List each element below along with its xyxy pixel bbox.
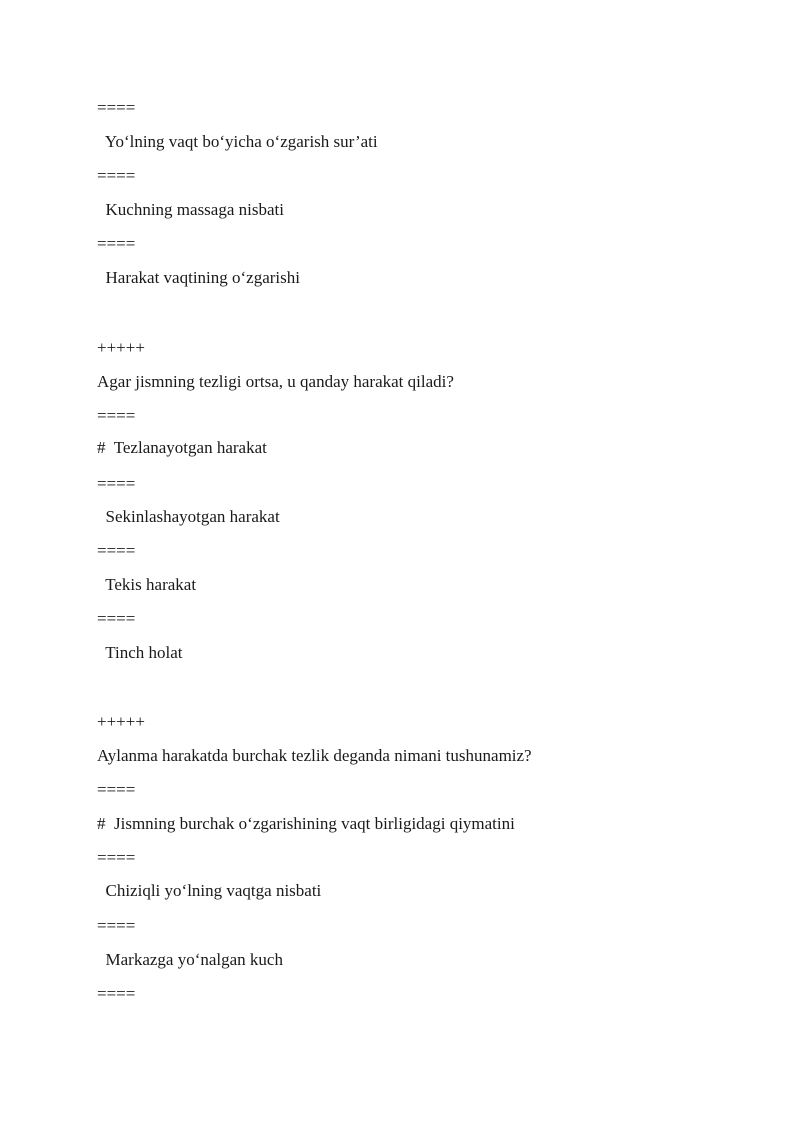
answer-option: Tinch holat	[97, 643, 183, 662]
answer-option: Kuchning massaga nisbati	[97, 200, 284, 219]
answer-option: Markazga yo‘nalgan kuch	[97, 950, 283, 969]
question-marker: +++++	[97, 712, 145, 731]
answer-option: Chiziqli yo‘lning vaqtga nisbati	[97, 881, 322, 900]
answer-option: Tekis harakat	[97, 575, 197, 594]
separator: ====	[97, 98, 136, 117]
question-marker: +++++	[97, 338, 145, 357]
separator: ====	[97, 916, 136, 935]
answer-option: Yo‘lning vaqt bo‘yicha o‘zgarish sur’ati	[97, 132, 378, 151]
question-text: Aylanma harakatda burchak tezlik deganda nimani tushunamiz?	[97, 746, 532, 765]
separator: ====	[97, 234, 136, 253]
answer-option: Harakat vaqtining o‘zgarishi	[97, 268, 300, 287]
correct-answer-option: # Tezlanayotgan harakat	[97, 438, 267, 457]
separator: ====	[97, 474, 136, 493]
question-text: Agar jismning tezligi ortsa, u qanday harakat qiladi?	[97, 372, 454, 391]
separator: ====	[97, 609, 136, 628]
separator: ====	[97, 780, 136, 799]
correct-answer-option: # Jismning burchak o‘zgarishining vaqt birligidagi qiymatini	[97, 814, 515, 833]
answer-option: Sekinlashayotgan harakat	[97, 507, 280, 526]
separator: ====	[97, 406, 136, 425]
separator: ====	[97, 166, 136, 185]
separator: ====	[97, 848, 136, 867]
separator: ====	[97, 984, 136, 1003]
separator: ====	[97, 541, 136, 560]
